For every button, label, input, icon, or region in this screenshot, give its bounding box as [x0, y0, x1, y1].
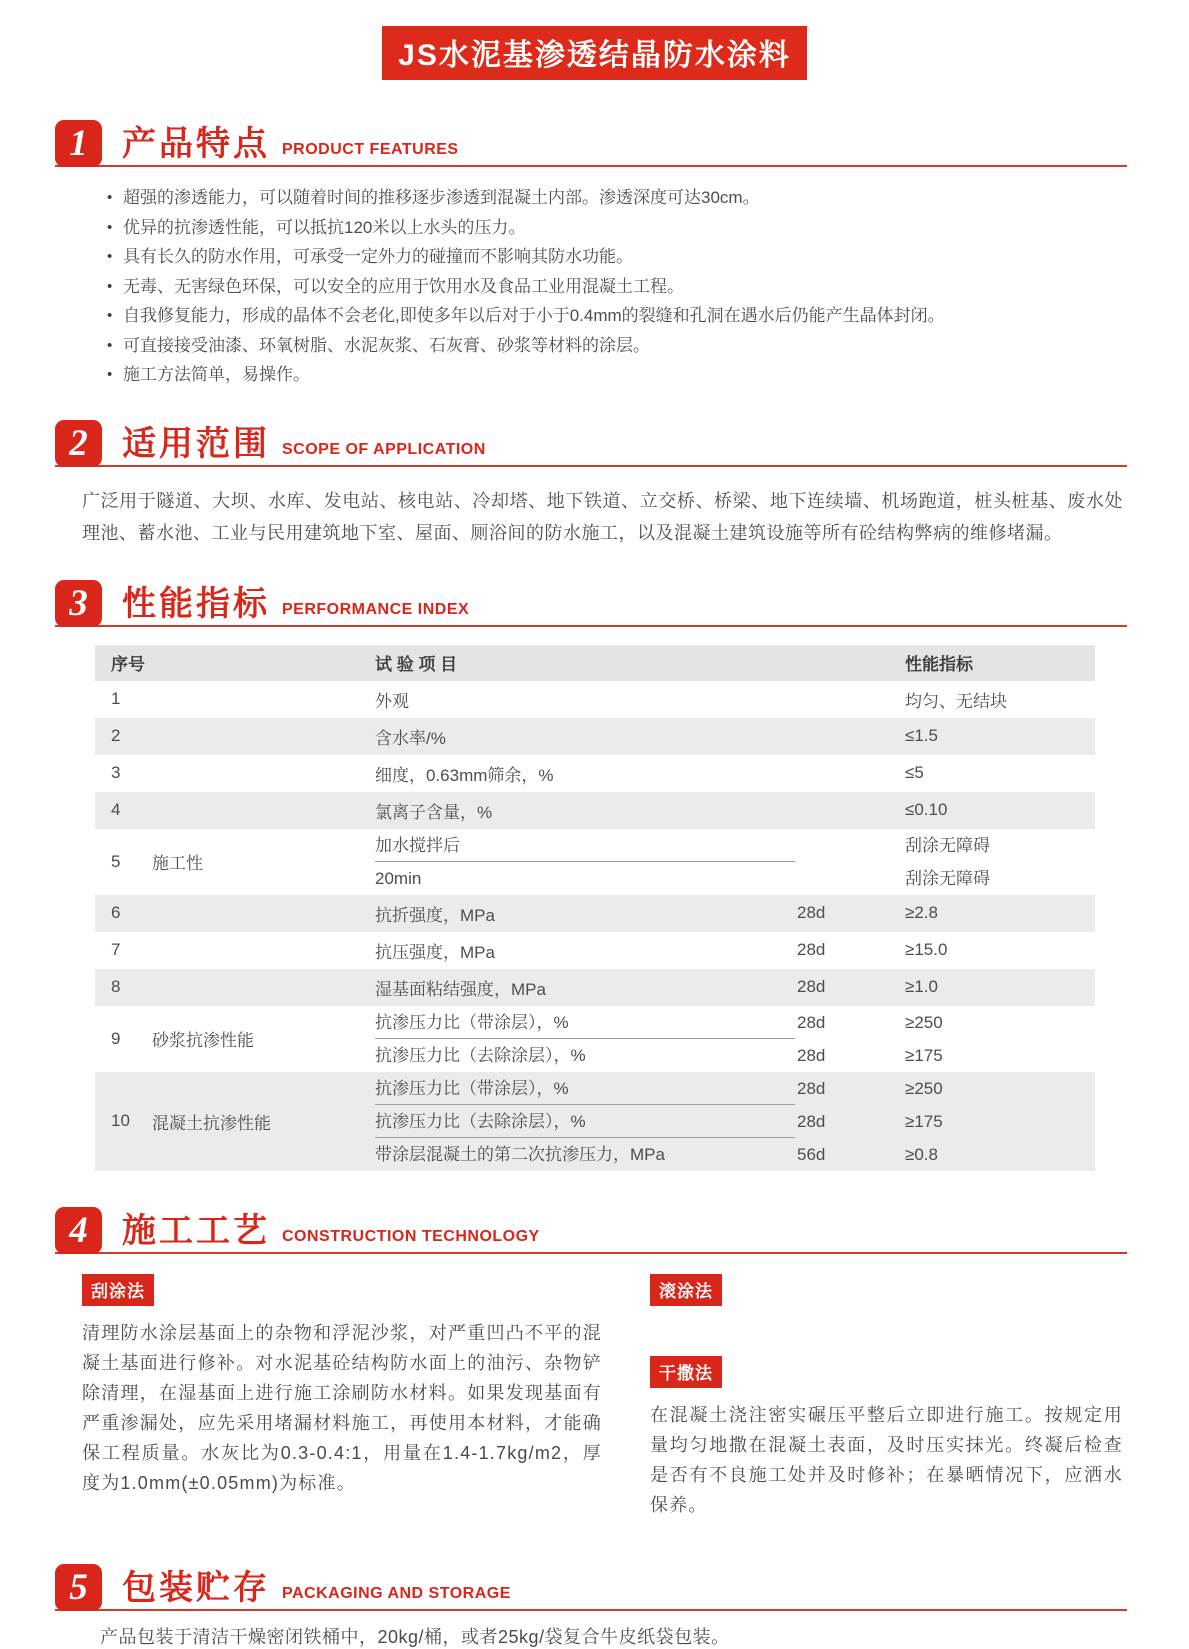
feature-item: • 无毒、无害绿色环保，可以安全的应用于饮用水及食品工业用混凝土工程。 — [105, 272, 1127, 302]
row-age: 56d — [797, 1144, 826, 1164]
row-item: 抗压强度，MPa — [375, 942, 495, 962]
section-scope-header — [55, 420, 1127, 467]
table-row — [95, 1072, 1095, 1171]
table-row — [95, 829, 1095, 895]
row-category: 施工性 — [152, 854, 203, 873]
row-age: 28d — [797, 977, 826, 996]
row-index: 均匀、无结块 — [905, 691, 1007, 711]
section-features — [55, 120, 1127, 390]
table-row — [95, 895, 1095, 932]
row-no: 10 — [111, 1111, 130, 1130]
feature-item: • 超强的渗透能力，可以随着时间的推移逐步渗透到混凝土内部。渗透深度可达30cm。 — [105, 183, 1127, 213]
section-subtitle-scope: SCOPE OF APPLICATION — [282, 440, 486, 458]
table-row — [95, 969, 1095, 1006]
table-row — [95, 755, 1095, 792]
feature-item: • 施工方法简单，易操作。 — [105, 360, 1127, 390]
row-age: 28d — [797, 940, 826, 959]
header-item: 试 验 项 目 — [375, 655, 458, 674]
row-index: ≥250 — [905, 1012, 943, 1032]
section-performance-header — [55, 580, 1127, 627]
row-index: ≥250 — [905, 1078, 943, 1098]
row-item: 抗渗压力比（带涂层），% — [375, 1006, 795, 1039]
row-no: 3 — [111, 763, 121, 782]
section-number-badge-1: 1 — [55, 120, 102, 167]
row-index: ≤0.10 — [905, 800, 948, 819]
header-no: 序号 — [111, 655, 145, 674]
row-no: 6 — [111, 903, 121, 922]
row-age: 28d — [797, 1045, 826, 1065]
row-age: 28d — [797, 1012, 826, 1032]
section-title-features: 产品特点 — [122, 125, 270, 163]
construction-col-scrape — [82, 1274, 602, 1520]
section-features-header — [55, 120, 1127, 167]
row-age: 28d — [797, 1111, 826, 1131]
header-index: 性能指标 — [905, 655, 973, 674]
section-performance — [55, 580, 1127, 1171]
section-number-badge-2: 2 — [55, 420, 102, 467]
feature-item: • 优异的抗渗透性能，可以抵抗120米以上水头的压力。 — [105, 213, 1127, 243]
feature-item: • 可直接接受油漆、环氧树脂、水泥灰浆、石灰膏、砂浆等材料的涂层。 — [105, 331, 1127, 361]
row-item: 抗折强度，MPa — [375, 905, 495, 925]
section-title-construction: 施工工艺 — [122, 1211, 270, 1250]
row-index: ≥175 — [905, 1045, 943, 1065]
section-number-badge-3: 3 — [55, 580, 102, 627]
row-index: 刮涂无障碍 — [905, 835, 990, 855]
method-text-dry: 在混凝土浇注密实碾压平整后立即进行施工。按规定用量均匀地撒在混凝土表面，及时压实抹光。终凝后检查是否有不良施工处并及时修补；在暴晒情况下，应洒水保养。 — [650, 1404, 1123, 1515]
row-category: 混凝土抗渗性能 — [152, 1113, 271, 1133]
section-number-badge-5: 5 — [55, 1564, 102, 1611]
row-index: ≥15.0 — [905, 940, 948, 959]
row-item: 带涂层混凝土的第二次抗渗压力，MPa — [375, 1144, 665, 1164]
table-row — [95, 792, 1095, 829]
feature-item: • 具有长久的防水作用，可承受一定外力的碰撞而不影响其防水功能。 — [105, 242, 1127, 272]
method-badge-dry: 干撒法 — [650, 1356, 722, 1388]
row-no: 7 — [111, 940, 121, 959]
section-title-scope: 适用范围 — [122, 424, 270, 463]
row-item: 加水搅拌后 — [375, 829, 795, 862]
section-number-badge-4: 4 — [55, 1207, 102, 1254]
row-item: 湿基面粘结强度，MPa — [375, 979, 546, 999]
section-subtitle-packaging: PACKAGING AND STORAGE — [282, 1584, 511, 1602]
row-no: 9 — [111, 1028, 121, 1048]
construction-col-roll-dry — [650, 1274, 1123, 1520]
row-no: 4 — [111, 800, 121, 819]
table-row — [95, 1006, 1095, 1072]
section-subtitle-performance: PERFORMANCE INDEX — [282, 600, 470, 618]
row-item: 抗渗压力比（去除涂层），% — [375, 1105, 795, 1138]
row-index: ≤5 — [905, 763, 924, 782]
row-age: 28d — [797, 1078, 826, 1098]
feature-item: • 自我修复能力，形成的晶体不会老化,即使多年以后对于小于0.4mm的裂缝和孔洞在遇水后仍能产生晶体封闭。 — [105, 301, 1127, 331]
section-title-performance: 性能指标 — [122, 584, 270, 623]
section-packaging — [55, 1564, 1127, 1649]
construction-columns — [82, 1274, 1123, 1520]
row-no: 5 — [111, 851, 121, 871]
row-index: ≤1.5 — [905, 726, 938, 745]
title-banner-wrap — [0, 0, 1189, 80]
row-item: 抗渗压力比（去除涂层），% — [375, 1045, 586, 1065]
row-index: ≥175 — [905, 1111, 943, 1131]
row-age: 28d — [797, 903, 826, 922]
method-badge-roll: 滚涂法 — [650, 1274, 722, 1306]
row-item: 细度，0.63mm筛余，% — [375, 765, 554, 785]
row-category: 砂浆抗渗性能 — [152, 1031, 254, 1050]
row-index: ≥1.0 — [905, 977, 938, 996]
row-no: 2 — [111, 726, 121, 745]
section-subtitle-features: PRODUCT FEATURES — [282, 141, 459, 158]
feature-list — [105, 183, 1127, 390]
header-age — [795, 645, 905, 681]
section-packaging-header — [55, 1564, 1127, 1611]
row-item: 外观 — [375, 691, 409, 711]
section-scope — [55, 420, 1127, 550]
table-header-row — [95, 645, 1095, 681]
row-index: ≥0.8 — [905, 1144, 938, 1164]
header-category — [150, 645, 375, 681]
section-construction-header — [55, 1207, 1127, 1254]
method-badge-scrape: 刮涂法 — [82, 1274, 154, 1306]
row-no: 1 — [111, 689, 121, 708]
table-row — [95, 681, 1095, 718]
row-item: 含水率/% — [375, 728, 446, 748]
row-item: 氯离子含量，% — [375, 802, 493, 822]
packaging-paragraph: 产品包装于清洁干燥密闭铁桶中，20kg/桶，或者25kg/袋复合牛皮纸袋包装。 — [100, 1626, 730, 1647]
row-no: 8 — [111, 977, 121, 996]
table-row — [95, 932, 1095, 969]
row-index: 刮涂无障碍 — [905, 868, 990, 888]
method-text-scrape: 清理防水涂层基面上的杂物和浮泥沙浆，对严重凹凸不平的混凝土基面进行修补。对水泥基砼结构防水面上的油污、杂物铲除清理，在湿基面上进行施工涂刷防水材料。如果发现基面有严重渗漏处，应先采用堵漏材料施工，再使用本材料，才能确保工程质量。水灰比为0.3-0.4:1，用量在1.4-1.7kg/m2，厚度为1.0mm(±0.05mm)为标准。 — [82, 1322, 602, 1493]
page-title: JS水泥基渗透结晶防水涂料 — [382, 26, 807, 80]
row-index: ≥2.8 — [905, 903, 938, 922]
row-item: 20min — [375, 868, 422, 888]
section-title-packaging: 包装贮存 — [122, 1568, 270, 1607]
section-subtitle-construction: CONSTRUCTION TECHNOLOGY — [282, 1227, 540, 1245]
row-item: 抗渗压力比（带涂层），% — [375, 1072, 795, 1105]
performance-table — [95, 645, 1095, 1171]
scope-paragraph: 广泛用于隧道、大坝、水库、发电站、核电站、冷却塔、地下铁道、立交桥、桥梁、地下连续墙、机场跑道，桩头桩基、废水处理池、蓄水池、工业与民用建筑地下室、屋面、厕浴间的防水施工，以及混凝土建筑设施等所有砼结构弊病的维修堵漏。 — [82, 490, 1123, 543]
section-construction — [55, 1207, 1127, 1520]
table-row — [95, 718, 1095, 755]
